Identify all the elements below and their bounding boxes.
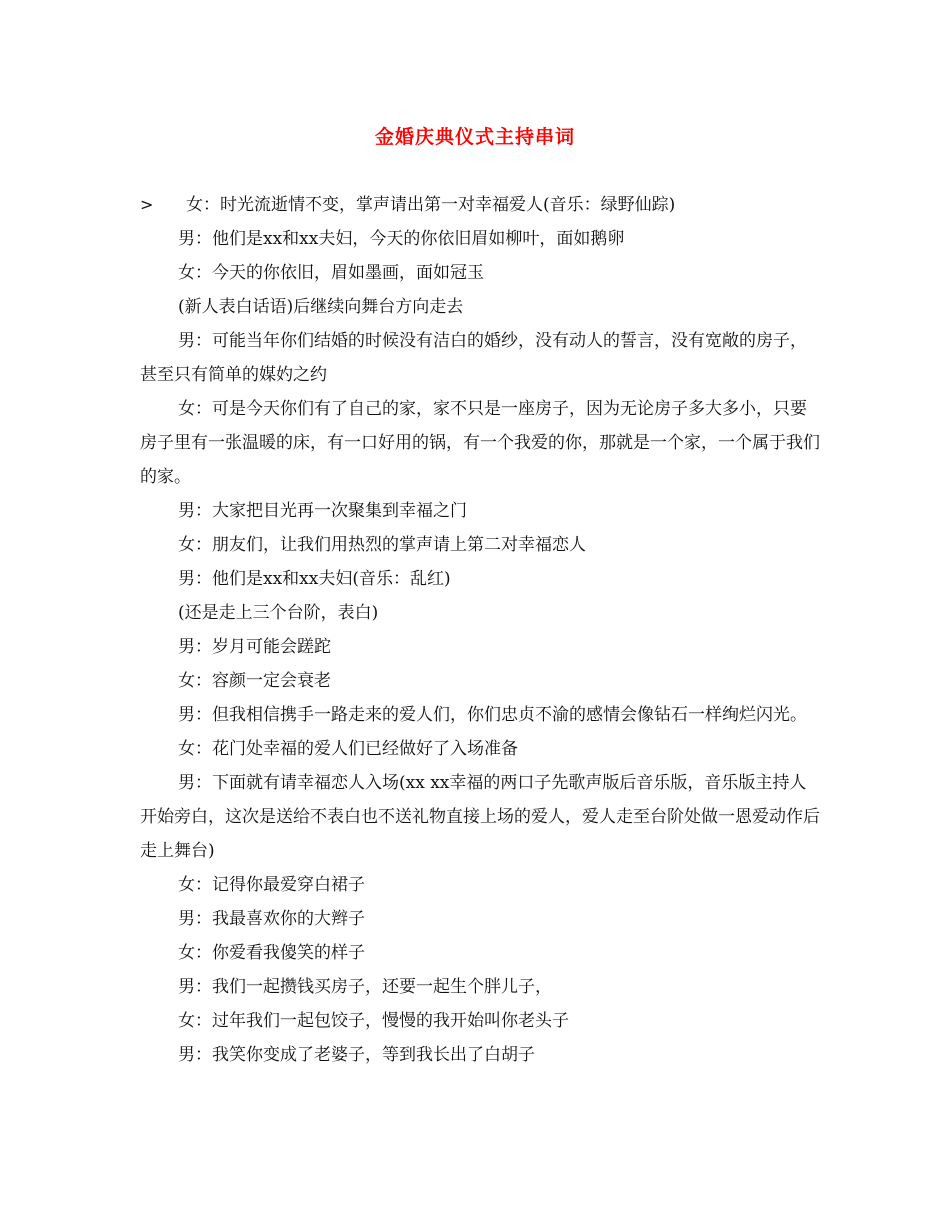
bullet-icon: >: [140, 195, 154, 214]
paragraph: 男：岁月可能会蹉跎: [178, 637, 331, 657]
paragraph: 男：我笑你变成了老婆子，等到我长出了白胡子: [178, 1045, 535, 1065]
paragraph: 女：记得你最爱穿白裙子: [178, 875, 365, 895]
paragraph: 女：今天的你依旧，眉如墨画，面如冠玉: [178, 263, 484, 283]
paragraph: 男：我们一起攒钱买房子，还要一起生个胖儿子，: [178, 977, 552, 997]
paragraph: (还是走上三个台阶，表白): [178, 603, 379, 623]
paragraph: 男：他们是xx和xx夫妇(音乐：乱红): [178, 569, 451, 589]
paragraph: 男：我最喜欢你的大辫子: [178, 909, 365, 929]
paragraph: 男：可能当年你们结婚的时候没有洁白的婚纱，没有动人的誓言，没有宽敞的房子，甚至只有简单的媒妁之约: [140, 331, 807, 385]
first-paragraph: [140, 188, 820, 222]
paragraph: 男：他们是xx和xx夫妇，今天的你依旧眉如柳叶，面如鹅卵: [178, 229, 625, 249]
paragraph: 女：过年我们一起包饺子，慢慢的我开始叫你老头子: [178, 1011, 569, 1031]
document-title: 金婚庆典仪式主持串词: [374, 126, 575, 148]
paragraph: 男：大家把目光再一次聚集到幸福之门: [178, 501, 467, 521]
document-body: [140, 188, 820, 1072]
paragraph: 女：朋友们，让我们用热烈的掌声请上第二对幸福恋人: [178, 535, 586, 555]
paragraph: 女：花门处幸福的爱人们已经做好了入场准备: [178, 739, 518, 759]
paragraph: 男：但我相信携手一路走来的爱人们，你们忠贞不渝的感情会像钻石一样绚烂闪光。: [178, 705, 807, 725]
paragraph: (新人表白话语)后继续向舞台方向走去: [178, 297, 464, 317]
paragraph: 女：可是今天你们有了自己的家，家不只是一座房子，因为无论房子多大多小，只要房子里有一张温暖的床，有一口好用的锅，有一个我爱的你，那就是一个家，一个属于我们的家。: [140, 399, 820, 487]
paragraph: 女：容颜一定会衰老: [178, 671, 331, 691]
paragraph: 男：下面就有请幸福恋人入场(xx xx幸福的两口子先歌声版后音乐版，音乐版主持人开始旁白，这次是送给不表白也不送礼物直接上场的爱人，爱人走至台阶处做一恩爱动作后走上舞台): [140, 773, 820, 861]
paragraph-text: 女：时光流逝情不变，掌声请出第一对幸福爱人(音乐：绿野仙踪): [186, 195, 676, 215]
paragraph: 女：你爱看我傻笑的样子: [178, 943, 365, 963]
